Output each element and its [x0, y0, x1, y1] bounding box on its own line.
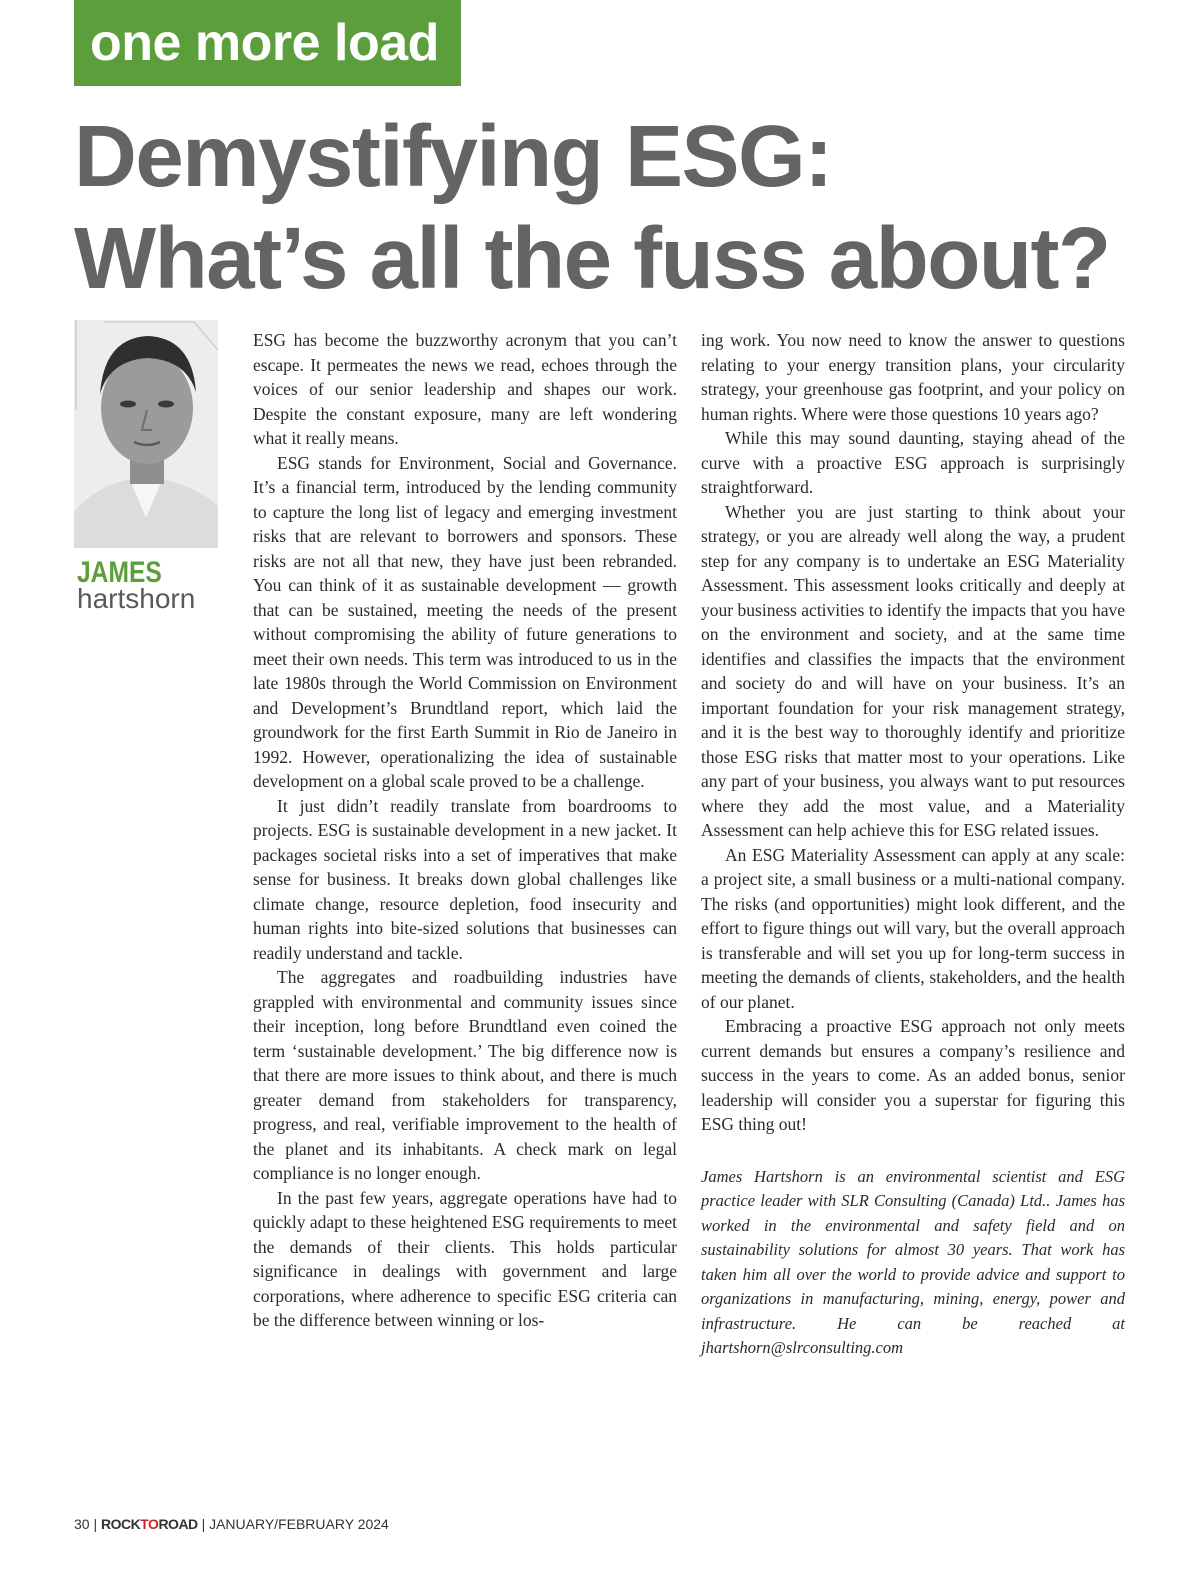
page-number: 30: [74, 1516, 90, 1532]
paragraph: In the past few years, aggregate operations have had to quickly adapt to these heightened ESG requirements to meet the demands of their clients. This holds particular significance in dealings with government and large corporations, where adherence to specific ESG criteria can be the difference between winning or los-: [253, 1187, 677, 1330]
author-bio: James Hartshorn is an environmental scientist and ESG practice leader with SLR Consulting (Canada) Ltd.. James has worked in the environmental and safety field and on sustainability solutions for almost 30 years. That work has taken him all over the world to provide advice and support to organizations in manufacturing, mining, energy, power and infrastructure. He can be reached at jhartshorn@slrconsulting.com: [701, 1166, 1125, 1357]
author-first-name: JAMES: [77, 556, 162, 589]
author-photo: [74, 320, 218, 548]
paragraph: The aggregates and roadbuilding industries have grappled with environmental and community issues since their inception, long before Brundtland even coined the term ‘sustainable development.’ The big difference now is that there are more issues to think about, and there is much greater demand from stakeholders for transparency, progress, and real, verifiable improvement to the health of the planet and its inhabitants. A check mark on legal compliance is no longer enough.: [253, 967, 677, 1183]
author-last-name: hartshorn: [77, 583, 196, 614]
section-tag: one more load: [74, 0, 461, 86]
paragraph: ing work. You now need to know the answer to questions relating to your energy transition plans, your circularity strategy, your greenhouse gas footprint, and your policy on human rights. Where were those questions 10 years ago?: [701, 330, 1125, 424]
headline-line-1: Demystifying ESG:: [74, 108, 832, 205]
footer-separator: |: [201, 1516, 206, 1532]
logo-to: TO: [140, 1516, 159, 1532]
logo-road: ROAD: [158, 1516, 198, 1532]
issue-date: JANUARY/FEBRUARY 2024: [209, 1516, 389, 1532]
article-column-1: [253, 328, 677, 1333]
headline-line-2: What’s all the fuss about?: [74, 210, 1110, 307]
headline: [74, 106, 1184, 310]
author-portrait-icon: [74, 320, 218, 548]
logo-rock: ROCK: [101, 1516, 141, 1532]
paragraph: It just didn’t readily translate from boardrooms to projects. ESG is sustainable development in a new jacket. It packages societal risks into a set of imperatives that make sense for business. It breaks down global challenges like climate change, resource depletion, food insecurity and human rights into bite-sized solutions that businesses can readily understand and tackle.: [253, 795, 677, 963]
paragraph: ESG stands for Environment, Social and Governance. It’s a financial term, introduced by the lending community to capture the long list of legacy and emerging investment risks that are relevant to borrowers and sponsors. These risks are not all that new, they have just been rebranded. You can think of it as sustainable development — growth that can be sustained, meeting the needs of the present without compromising the ability of future generations to meet their own needs. This term was introduced to us in the late 1980s through the World Commission on Environment and Development’s Brundtland report, which laid the groundwork for the first Earth Summit in Rio de Janeiro in 1992. However, operationalizing the idea of sustainable development on a global scale proved to be a challenge.: [253, 452, 677, 791]
footer-separator: |: [93, 1516, 98, 1532]
paragraph: ESG has become the buzzworthy acronym that you can’t escape. It permeates the news we read, echoes through the voices of our senior leadership and shapes our work. Despite the constant exposure, many are left wondering what it really means.: [253, 330, 677, 448]
magazine-logo: [101, 1516, 198, 1532]
paragraph: Whether you are just starting to think about your strategy, or you are already well along the way, a prudent step for any company is to undertake an ESG Materiality Assessment. This assessment looks critically and deeply at your business activities to identify the impacts that you have on the environment and society, and at the same time identifies and classifies the impacts that the environment and society do and will have on your business. It’s an important foundation for your risk management strategy, and it is the best way to thoroughly identify and prioritize those ESG risks that matter most to your operations. Like any part of your business, you always want to put resources where they add the most value, and a Materiality Assessment can help achieve this for ESG related issues.: [701, 501, 1125, 840]
page-footer: [74, 1516, 389, 1532]
paragraph: An ESG Materiality Assessment can apply at any scale: a project site, a small business or a multi-national company. The risks (and opportunities) might look different, and the effort to figure things out will vary, but the overall approach is transferable and will set you up for long-term success in meeting the demands of clients, stakeholders, and the health of our planet.: [701, 844, 1125, 1012]
paragraph: Embracing a proactive ESG approach not only meets current demands but ensures a company’s resilience and success in the years to come. As an added bonus, senior leadership will consider you a superstar for figuring this ESG thing out!: [701, 1016, 1125, 1134]
paragraph: While this may sound daunting, staying ahead of the curve with a proactive ESG approach is surprisingly straightforward.: [701, 428, 1125, 497]
article-column-2: [701, 328, 1125, 1361]
